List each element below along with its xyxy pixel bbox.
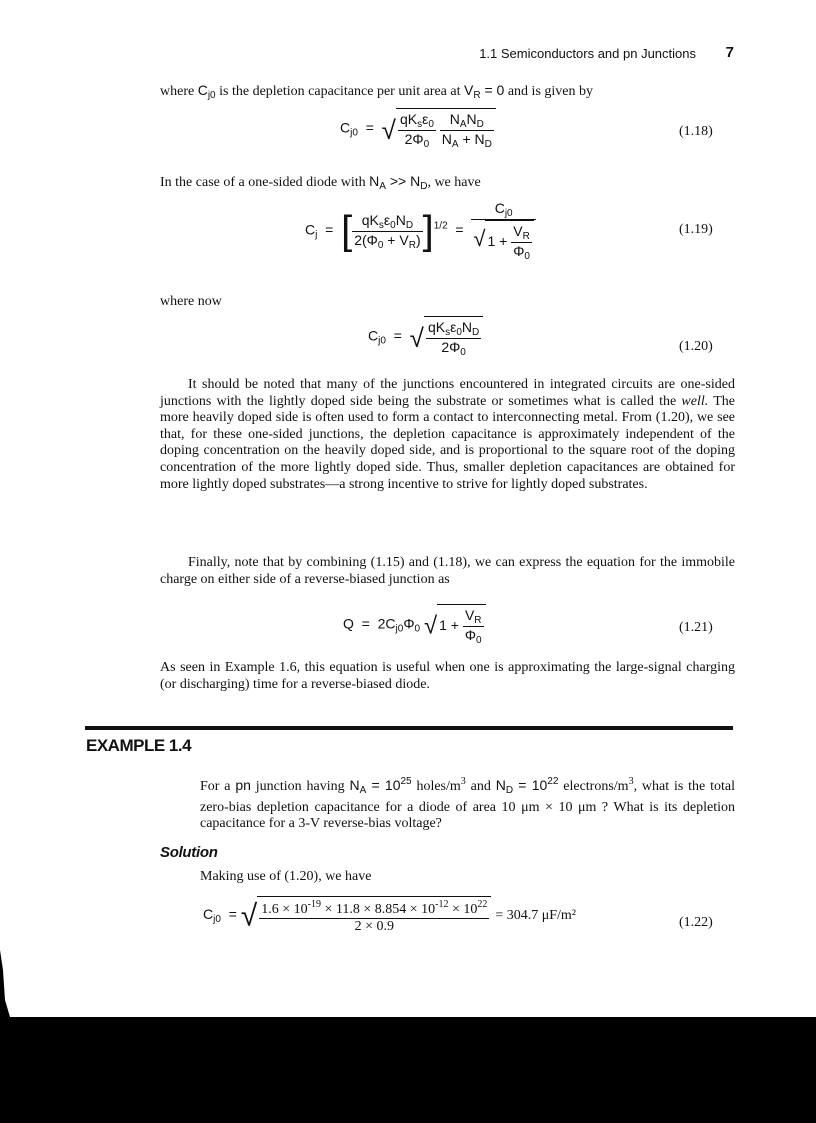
paragraph-immobile-charge: Finally, note that by combining (1.15) and (1.18), we can express the equation for the immobile charge on either side of a reverse-biased junction as	[160, 555, 735, 587]
example-divider	[85, 726, 733, 730]
equation-1-22: $C_{j0}$ = √ $\frac{1.6 \times 10^{-19} \times 11.8 \times 8.854 \times 10^{-12} \times 10^{22}}{2 \times 0.9}$ = 304.7 μF/m²	[203, 896, 576, 935]
where-now-text: where now	[160, 294, 222, 309]
example-title: EXAMPLE 1.4	[86, 736, 192, 755]
intro-line: where $C_{j0}$ is the depletion capacitance per unit area at $V_R = 0$ and is given by	[160, 82, 593, 101]
page-number: 7	[725, 44, 734, 61]
solution-intro: Making use of (1.20), we have	[200, 869, 372, 884]
scan-edge-shadow	[0, 950, 10, 1017]
solution-label: Solution	[160, 844, 218, 861]
running-header	[0, 44, 734, 64]
equation-number-1-19: (1.19)	[679, 222, 713, 237]
equation-1-21: $Q = 2C_{j0}\Phi_0$ √ 1 + $\frac{V_R}{\Phi_0}$	[343, 604, 486, 646]
paragraph-example-reference: As seen in Example 1.6, this equation is useful when one is approximating the large-signal charging (or discharging) time for a reverse-biased diode.	[160, 660, 735, 692]
equation-1-18: $C_{j0}$ = √ $\frac{qK_s\varepsilon_0}{2\Phi_0}$ $\frac{N_AN_D}{N_A + N_D}$	[340, 108, 496, 150]
example-problem: For a pn junction having $N_A = 10^{25}$ holes/$m^3$ and $N_D = 10^{22}$ electrons/$m^3$, what is the total zero-bias depletion capacitance for a diode of area 10 μm × 10 μm ? What is its depletion capacitance for a 3-V reverse-bias voltage?	[200, 776, 735, 832]
equation-1-19: $C_j$ = [ $\frac{qK_s\varepsilon_0N_D}{2(\Phi_0 + V_R)}$ ]$^{1/2}$ = $C_{j0}$ √ 1 + $\frac{V_R}{\Phi_0}$	[305, 200, 536, 262]
paragraph-one-sided-junctions: It should be noted that many of the junctions encountered in integrated circuits are one-sided junctions with the lightly doped side being the substrate or sometimes what is called the well. The more heavily doped side is often used to form a contact to interconnecting metal. From (1.20), we see that, for these one-sided junctions, the depletion capacitance is approximately independent of the doping concentration on the heavily doped side, and is proportional to the square root of the doping concentration of the more lightly doped side. Thus, smaller depletion capacitances are obtained for more lightly doped substrates—a strong incentive to strive for lightly doped substrates.	[160, 377, 735, 492]
one-sided-line: In the case of a one-sided diode with $N_A >> N_D$, we have	[160, 173, 481, 192]
equation-1-20: $C_{j0}$ = √ $\frac{qK_s\varepsilon_0N_D}{2\Phi_0}$	[368, 316, 483, 358]
equation-number-1-20: (1.20)	[679, 339, 713, 354]
running-header-title: 1.1 Semiconductors and pn Junctions	[479, 46, 696, 61]
equation-number-1-21: (1.21)	[679, 620, 713, 635]
scan-black-band	[0, 1017, 816, 1123]
equation-number-1-18: (1.18)	[679, 124, 713, 139]
equation-number-1-22: (1.22)	[679, 915, 713, 930]
equation-1-22-result: = 304.7 μF/m²	[495, 908, 576, 924]
